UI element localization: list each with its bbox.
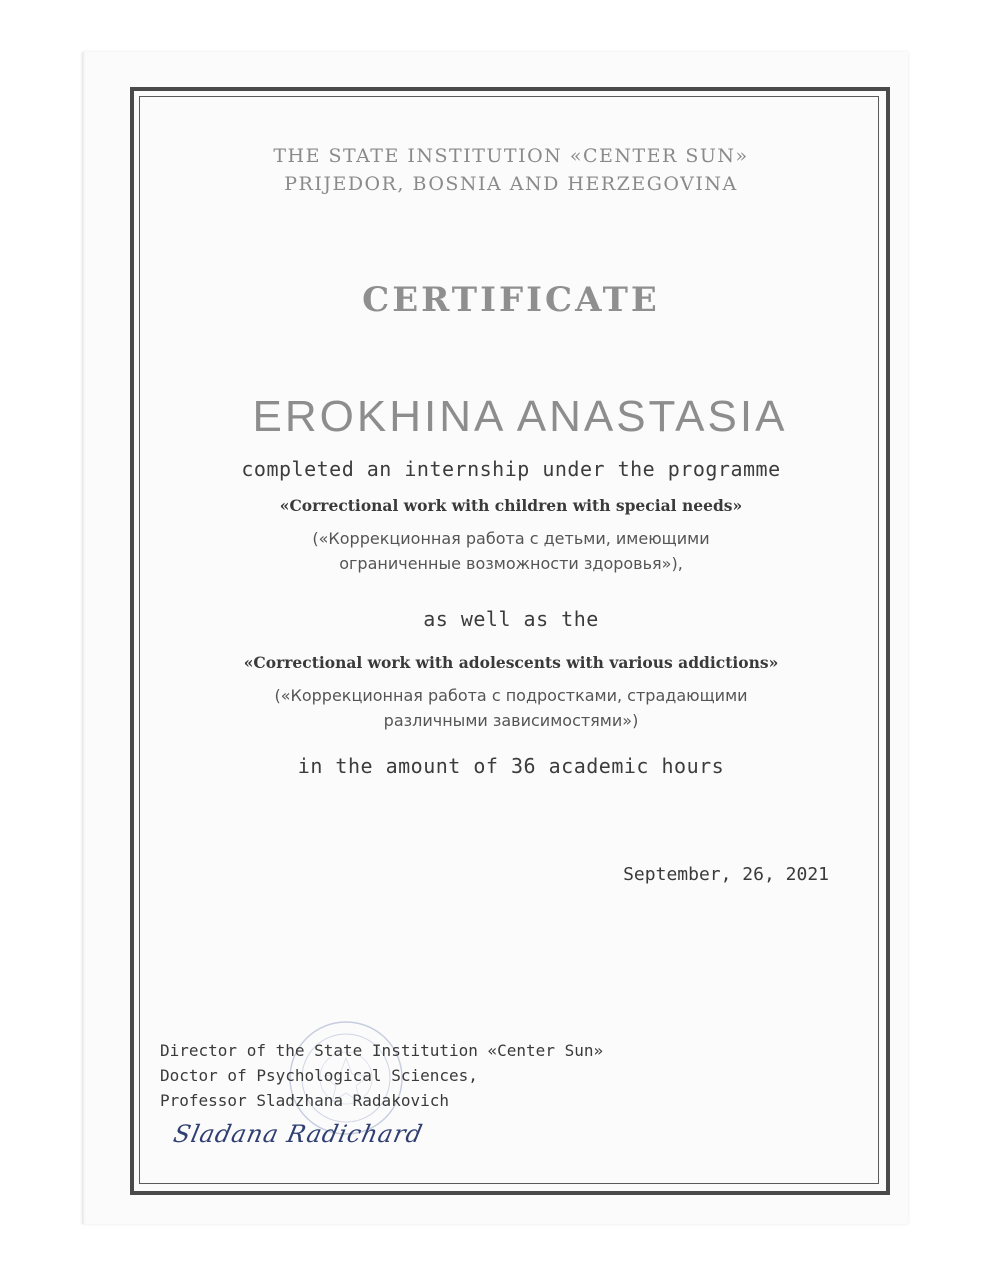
inner-frame [139,96,879,1184]
signatory-degree: Doctor of Psychological Sciences, [160,1066,478,1085]
programme-1-russian-line-2: ограниченные возможности здоровья»), [339,554,683,573]
programme-2-english: «Correctional work with adolescents with various addictions» [243,653,779,672]
certificate-title: CERTIFICATE [362,280,660,320]
as-well-text: as well as the [423,607,599,631]
signatory-block [160,1038,603,1113]
programme-1-russian [150,526,872,576]
institution-name: THE STATE INSTITUTION «CENTER SUN» [273,145,749,167]
signatory-position: Director of the State Institution «Center Sun» [160,1041,604,1060]
programme-2-russian-line-2: различными зависимостями») [383,711,639,730]
programme-2-russian [150,683,872,733]
signatory-name: Professor Sladzhana Radakovich [160,1091,449,1110]
completed-text: completed an internship under the programme [241,457,781,481]
recipient-name: EROKHINA ANASTASIA [252,392,788,441]
handwritten-signature [168,1112,458,1160]
programme-2-russian-line-1: («Коррекционная работа с подростками, страдающими [274,686,748,705]
issue-date: September, 26, 2021 [623,864,829,885]
programme-1-russian-line-1: («Коррекционная работа с детьми, имеющими [312,529,710,548]
amount-text: in the amount of 36 academic hours [297,754,725,778]
institution-location: PRIJEDOR, BOSNIA AND HERZEGOVINA [284,173,738,195]
signature-ink: Sladana Radichard [171,1120,426,1148]
programme-1-english: «Correctional work with children with special needs» [279,496,743,515]
paper-edge [82,52,85,1224]
